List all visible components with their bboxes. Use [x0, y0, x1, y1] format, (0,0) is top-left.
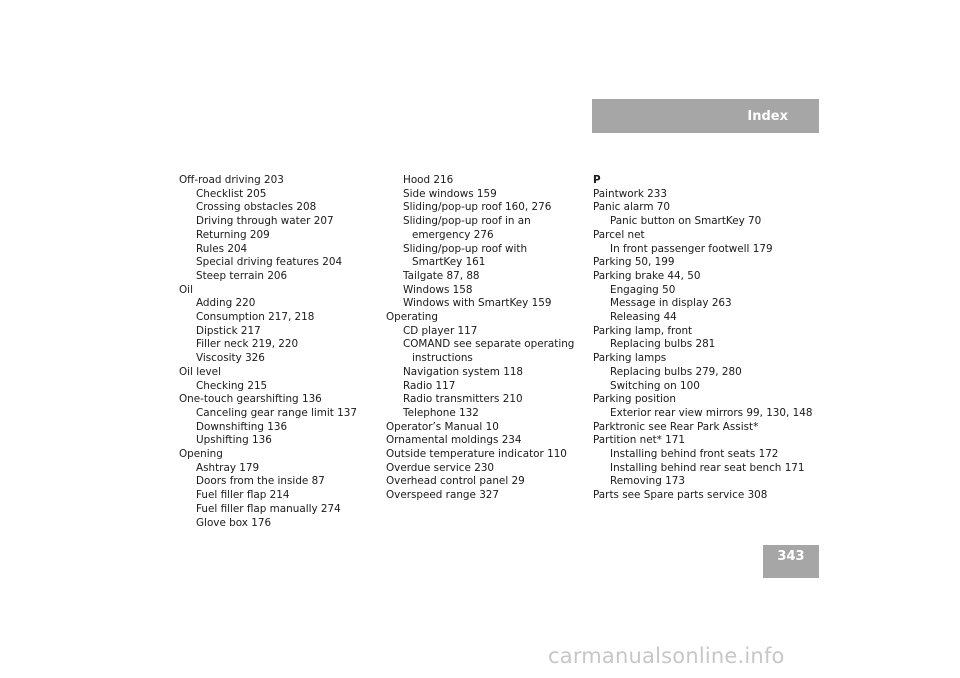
index-subentry: emergency 276 [412, 228, 494, 241]
index-subentry: Fuel filler flap 214 [196, 489, 290, 502]
index-subentry: Installing behind rear seat bench 171 [610, 461, 805, 474]
index-subentry: Ashtray 179 [196, 461, 260, 474]
index-subentry: Checking 215 [196, 379, 268, 392]
index-subentry: Replacing bulbs 279, 280 [610, 365, 742, 378]
section-title: Index [747, 108, 788, 124]
index-entry: Partition net* 171 [593, 434, 685, 447]
index-entry: Parking lamp, front [593, 324, 693, 337]
index-subentry: Adding 220 [196, 297, 256, 310]
index-subentry: Upshifting 136 [196, 434, 272, 447]
index-subentry: Releasing 44 [610, 311, 677, 324]
index-subentry: Tailgate 87, 88 [403, 269, 480, 282]
index-entry: Panic alarm 70 [593, 201, 671, 214]
index-subentry: Fuel filler flap manually 274 [196, 502, 341, 515]
index-entry: Operator’s Manual 10 [386, 420, 499, 433]
index-subentry: Driving through water 207 [196, 215, 334, 228]
index-subentry: In front passenger footwell 179 [610, 242, 773, 255]
index-subentry: Switching on 100 [610, 379, 700, 392]
index-subentry: Windows 158 [403, 283, 473, 296]
index-entry: Parktronic see Rear Park Assist* [593, 420, 759, 433]
page-number: 343 [777, 549, 805, 564]
index-column-1 [179, 174, 369, 530]
index-entry: Parking brake 44, 50 [593, 269, 701, 282]
index-entry: Opening [179, 448, 223, 461]
index-subentry: Glove box 176 [196, 516, 272, 529]
index-subentry: Radio 117 [403, 379, 456, 392]
index-subentry: Sliding/pop-up roof with [403, 242, 528, 255]
index-subentry: Filler neck 219, 220 [196, 338, 299, 351]
index-subentry: Special driving features 204 [196, 256, 343, 269]
index-subentry: Steep terrain 206 [196, 269, 288, 282]
index-entry: Outside temperature indicator 110 [386, 448, 567, 461]
index-subentry: Sliding/pop-up roof in an [403, 215, 531, 228]
index-subentry: Rules 204 [196, 242, 248, 255]
index-entry: Overdue service 230 [386, 461, 495, 474]
index-subentry: Downshifting 136 [196, 420, 288, 433]
index-entry: Operating [386, 311, 438, 324]
index-subentry: Checklist 205 [196, 187, 267, 200]
index-subentry: Sliding/pop-up roof 160, 276 [403, 201, 552, 214]
index-subentry: Panic button on SmartKey 70 [610, 215, 762, 228]
index-entry: One-touch gearshifting 136 [179, 393, 322, 406]
index-entry: Ornamental moldings 234 [386, 434, 522, 447]
index-subentry: SmartKey 161 [412, 256, 486, 269]
index-subentry: Dipstick 217 [196, 324, 261, 337]
index-entry: Parking position [593, 393, 676, 406]
index-subentry: Installing behind front seats 172 [610, 448, 779, 461]
index-entry: Parking 50, 199 [593, 256, 675, 269]
index-subentry: Consumption 217, 218 [196, 311, 315, 324]
index-subentry: CD player 117 [403, 324, 478, 337]
index-entry: Parcel net [593, 228, 645, 241]
index-subentry: Doors from the inside 87 [196, 475, 325, 488]
index-subentry: instructions [412, 352, 473, 365]
index-subentry: Removing 173 [610, 475, 685, 488]
index-subentry: Canceling gear range limit 137 [196, 406, 358, 419]
index-column-2 [386, 174, 576, 503]
index-entry: Parking lamps [593, 352, 667, 365]
index-subentry: Message in display 263 [610, 297, 732, 310]
index-subentry: Exterior rear view mirrors 99, 130, 148 [610, 406, 813, 419]
index-subentry: Radio transmitters 210 [403, 393, 523, 406]
index-column-3 [593, 174, 813, 503]
index-subentry: Returning 209 [196, 228, 270, 241]
index-subentry: Viscosity 326 [196, 352, 265, 365]
index-letter-heading: P [593, 174, 601, 186]
index-subentry: Replacing bulbs 281 [610, 338, 716, 351]
index-subentry: Side windows 159 [403, 187, 497, 200]
index-subentry: COMAND see separate operating [403, 338, 575, 351]
section-header-tab [592, 99, 819, 133]
index-subentry: Hood 216 [403, 174, 454, 186]
index-entry: Overhead control panel 29 [386, 475, 525, 488]
page-number-tab [763, 545, 819, 578]
index-subentry: Navigation system 118 [403, 365, 524, 378]
index-subentry: Windows with SmartKey 159 [403, 297, 552, 310]
watermark: carmanualsonline.info [548, 644, 785, 668]
index-entry: Paintwork 233 [593, 187, 667, 200]
index-subentry: Engaging 50 [610, 283, 676, 296]
index-entry: Overspeed range 327 [386, 489, 500, 502]
index-subentry: Crossing obstacles 208 [196, 201, 317, 214]
index-entry: Parts see Spare parts service 308 [593, 489, 768, 502]
index-subentry: Telephone 132 [403, 406, 479, 419]
index-entry: Oil [179, 283, 193, 296]
index-entry: Off-road driving 203 [179, 174, 284, 186]
index-entry: Oil level [179, 365, 221, 378]
